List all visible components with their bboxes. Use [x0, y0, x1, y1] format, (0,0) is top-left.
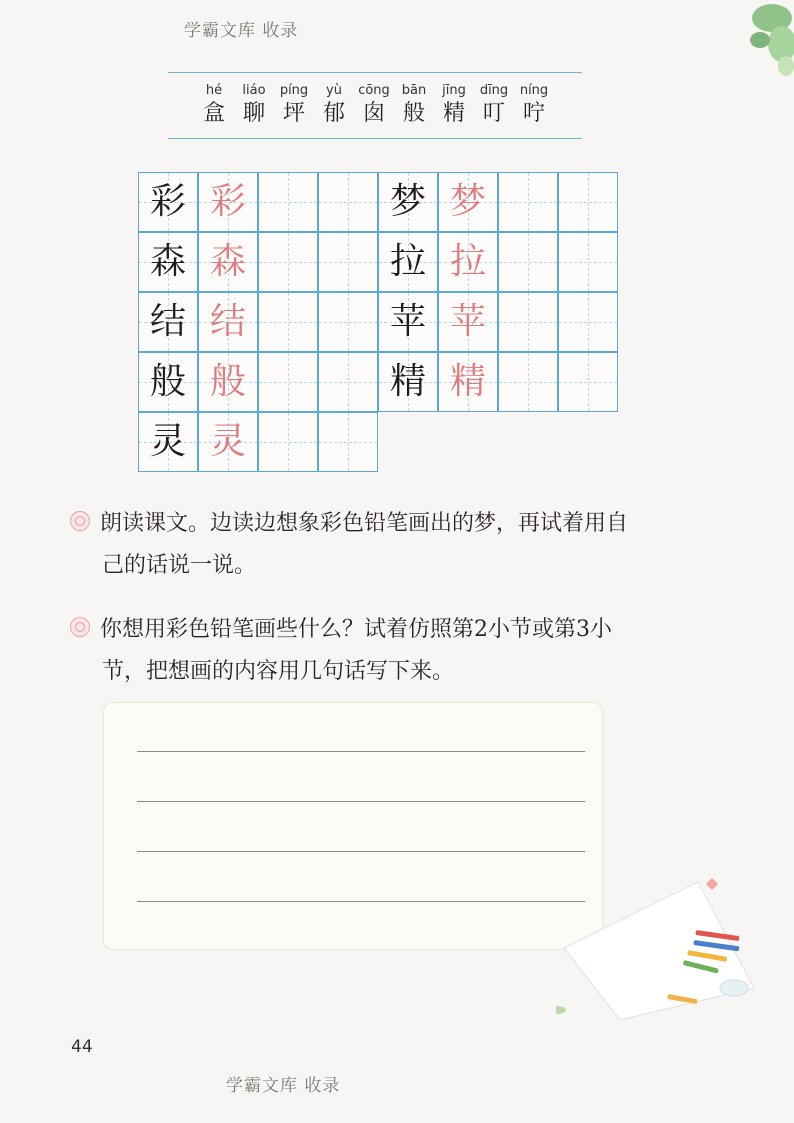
model-character: 精: [389, 361, 426, 402]
pinyin-character: 盒: [202, 101, 225, 126]
model-character: 拉: [389, 241, 426, 282]
pinyin-strip: [168, 72, 582, 142]
model-character-cell: [378, 292, 438, 352]
trace-character-cell: [438, 292, 498, 352]
pinyin-top-rule: [168, 72, 582, 73]
model-character-cell: [138, 352, 198, 412]
exercise-badge-icon: [70, 617, 90, 637]
model-character-cell: [378, 352, 438, 412]
model-character-cell: [138, 232, 198, 292]
practice-cell[interactable]: [498, 232, 558, 292]
exercise-line: [70, 609, 710, 651]
pinyin-character: 叮: [482, 101, 505, 126]
pinyin-character: 囱: [362, 101, 385, 126]
trace-character-cell: [198, 232, 258, 292]
pinyin-text: bān: [401, 83, 427, 98]
page-number: 44: [71, 1037, 93, 1057]
model-character-cell: [138, 412, 198, 472]
exercise-write: [70, 609, 710, 693]
pinyin-item: [274, 82, 314, 128]
pinyin-text: níng: [519, 83, 549, 98]
trace-character: 拉: [449, 241, 486, 282]
pinyin-item: [234, 82, 274, 128]
practice-cell[interactable]: [558, 352, 618, 412]
paper-and-pencils-decoration-icon: [556, 870, 794, 1020]
practice-cell[interactable]: [318, 352, 378, 412]
model-character-cell: [138, 172, 198, 232]
practice-cell[interactable]: [318, 172, 378, 232]
pinyin-character: 般: [402, 101, 425, 126]
watermark-top: 学霸文库 收录: [184, 21, 299, 41]
trace-character-cell: [438, 352, 498, 412]
exercise-read-aloud: [70, 503, 710, 587]
pinyin-item: [394, 82, 434, 128]
practice-cell[interactable]: [258, 352, 318, 412]
pinyin-item: [194, 82, 234, 128]
pinyin-text: yù: [326, 83, 342, 98]
trace-character: 灵: [209, 421, 246, 462]
practice-cell[interactable]: [558, 172, 618, 232]
writing-line[interactable]: [137, 801, 585, 802]
writing-box[interactable]: [103, 702, 603, 950]
pinyin-text: jīng: [442, 83, 466, 98]
pinyin-text: píng: [279, 83, 309, 98]
exercise-text: 你想用彩色铅笔画些什么？试着仿照第2小节或第3小: [100, 617, 612, 642]
practice-cell[interactable]: [498, 352, 558, 412]
pinyin-item: [514, 82, 554, 128]
pinyin-item: [474, 82, 514, 128]
pinyin-bottom-rule: [168, 138, 582, 139]
trace-character: 梦: [449, 181, 486, 222]
exercise-line: 节，把想画的内容用几句话写下来。: [102, 659, 455, 684]
pinyin-item: [314, 82, 354, 128]
trace-character: 般: [209, 361, 246, 402]
model-character: 结: [149, 301, 186, 342]
pinyin-character: 精: [442, 101, 465, 126]
practice-cell[interactable]: [558, 232, 618, 292]
pinyin-character: 坪: [282, 101, 305, 126]
trace-character-cell: [438, 172, 498, 232]
pinyin-item: [434, 82, 474, 128]
pinyin-text: hé: [205, 83, 223, 98]
pinyin-text: dīng: [479, 83, 509, 98]
watermark-bottom: 学霸文库 收录: [226, 1076, 341, 1096]
trace-character: 精: [449, 361, 486, 402]
writing-line[interactable]: [137, 751, 585, 752]
model-character: 森: [149, 241, 186, 282]
practice-cell[interactable]: [318, 412, 378, 472]
practice-cell[interactable]: [318, 232, 378, 292]
trace-character-cell: [438, 232, 498, 292]
model-character-cell: [378, 172, 438, 232]
pinyin-character: 咛: [522, 101, 545, 126]
trace-character: 结: [209, 301, 246, 342]
practice-cell[interactable]: [558, 292, 618, 352]
model-character: 苹: [389, 301, 426, 342]
leaf-decoration-icon: [724, 0, 794, 80]
trace-character: 彩: [209, 181, 246, 222]
trace-character: 苹: [449, 301, 486, 342]
writing-line[interactable]: [137, 851, 585, 852]
exercise-text: 朗读课文。边读边想象彩色铅笔画出的梦，再试着用自: [100, 511, 629, 536]
pinyin-character: 郁: [322, 101, 345, 126]
model-character: 梦: [389, 181, 426, 222]
exercise-badge-icon: [70, 511, 90, 531]
trace-character-cell: [198, 412, 258, 472]
pinyin-text: cōng: [358, 83, 390, 98]
practice-cell[interactable]: [258, 412, 318, 472]
practice-cell[interactable]: [258, 292, 318, 352]
practice-cell[interactable]: [258, 172, 318, 232]
pinyin-text: liáo: [242, 83, 266, 98]
model-character: 彩: [149, 181, 186, 222]
model-character: 灵: [149, 421, 186, 462]
pinyin-character: 聊: [242, 101, 265, 126]
trace-character-cell: [198, 172, 258, 232]
pinyin-item: [354, 82, 394, 128]
exercise-line: [70, 503, 710, 545]
practice-cell[interactable]: [258, 232, 318, 292]
practice-cell[interactable]: [498, 172, 558, 232]
model-character-cell: [378, 232, 438, 292]
trace-character-cell: [198, 352, 258, 412]
writing-line[interactable]: [137, 901, 585, 902]
trace-character-cell: [198, 292, 258, 352]
practice-cell[interactable]: [498, 292, 558, 352]
model-character: 般: [149, 361, 186, 402]
pinyin-row: [194, 82, 554, 128]
practice-cell[interactable]: [318, 292, 378, 352]
trace-character: 森: [209, 241, 246, 282]
model-character-cell: [138, 292, 198, 352]
exercise-line: 己的话说一说。: [102, 553, 257, 578]
